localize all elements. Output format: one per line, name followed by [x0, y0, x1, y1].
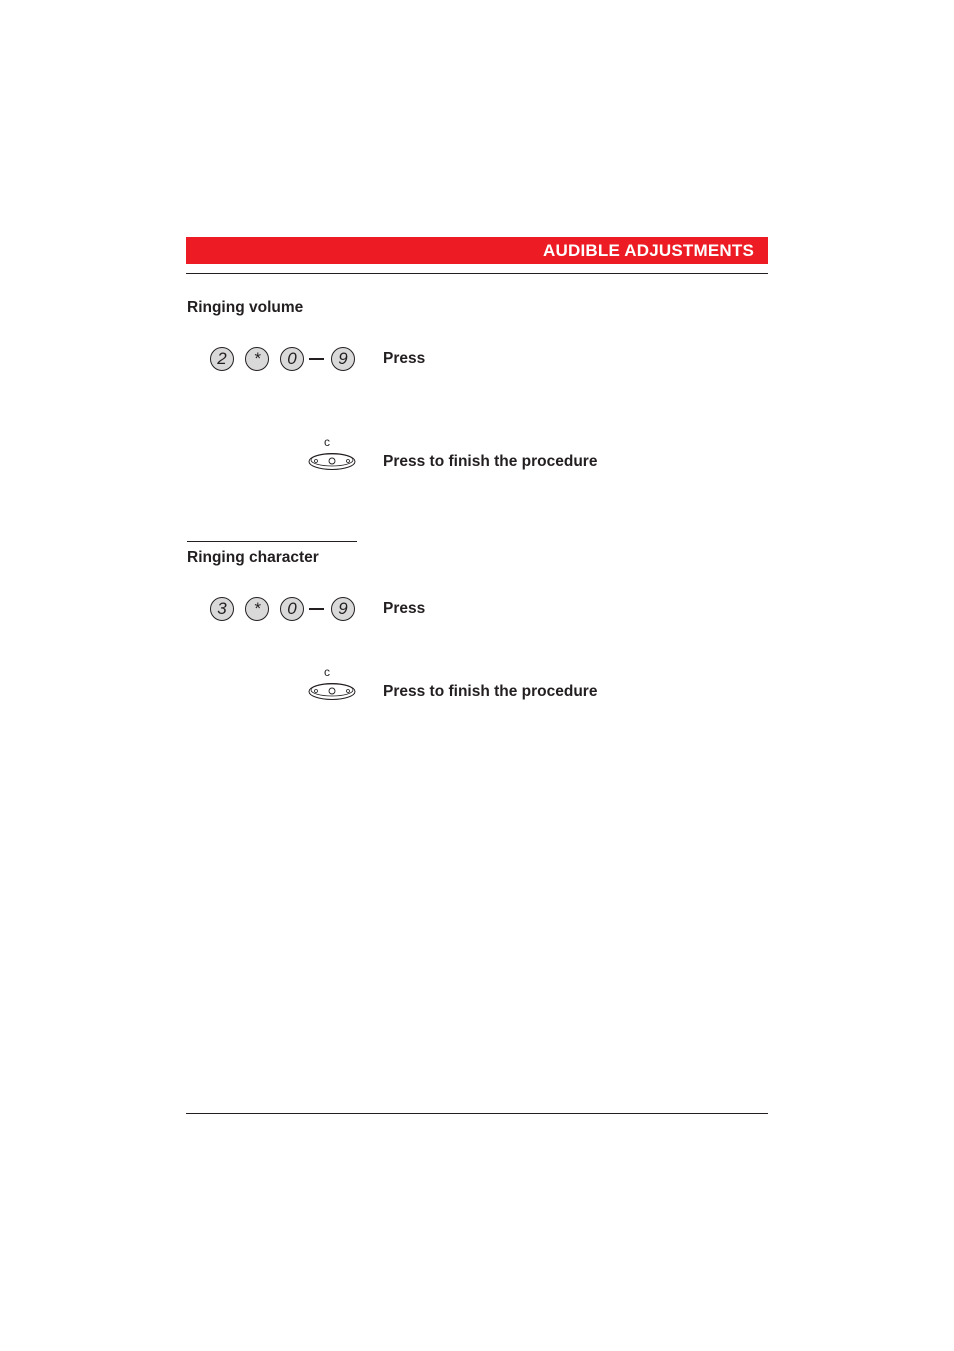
clear-key-shape	[308, 439, 356, 473]
clear-key-shape	[308, 669, 356, 703]
section-heading-ringing-character: Ringing character	[187, 549, 319, 566]
key-9-icon: 9	[331, 347, 355, 371]
finish-instruction: Press to finish the procedure	[383, 683, 598, 700]
finish-instruction: Press to finish the procedure	[383, 453, 598, 470]
key-star-icon: *	[245, 347, 269, 371]
clear-key-label: c	[324, 435, 330, 449]
clear-key-icon	[308, 665, 356, 703]
range-dash	[309, 358, 324, 360]
section-divider	[187, 541, 357, 542]
section-heading-ringing-volume: Ringing volume	[187, 299, 304, 316]
key-9-icon: 9	[331, 597, 355, 621]
clear-key-label: c	[324, 665, 330, 679]
key-3-icon: 3	[210, 597, 234, 621]
key-0-icon: 0	[280, 597, 304, 621]
range-dash	[309, 608, 324, 610]
key-star-icon: *	[245, 597, 269, 621]
header-bar	[186, 237, 768, 264]
page-section-title: AUDIBLE ADJUSTMENTS	[543, 241, 754, 260]
key-sequence-ringing-character	[210, 597, 360, 621]
key-2-icon: 2	[210, 347, 234, 371]
footer-rule	[186, 1113, 768, 1114]
key-0-icon: 0	[280, 347, 304, 371]
key-sequence-ringing-volume	[210, 347, 360, 371]
clear-key-icon	[308, 435, 356, 473]
press-instruction: Press	[383, 600, 426, 617]
header-rule	[186, 273, 768, 274]
press-instruction: Press	[383, 350, 426, 367]
